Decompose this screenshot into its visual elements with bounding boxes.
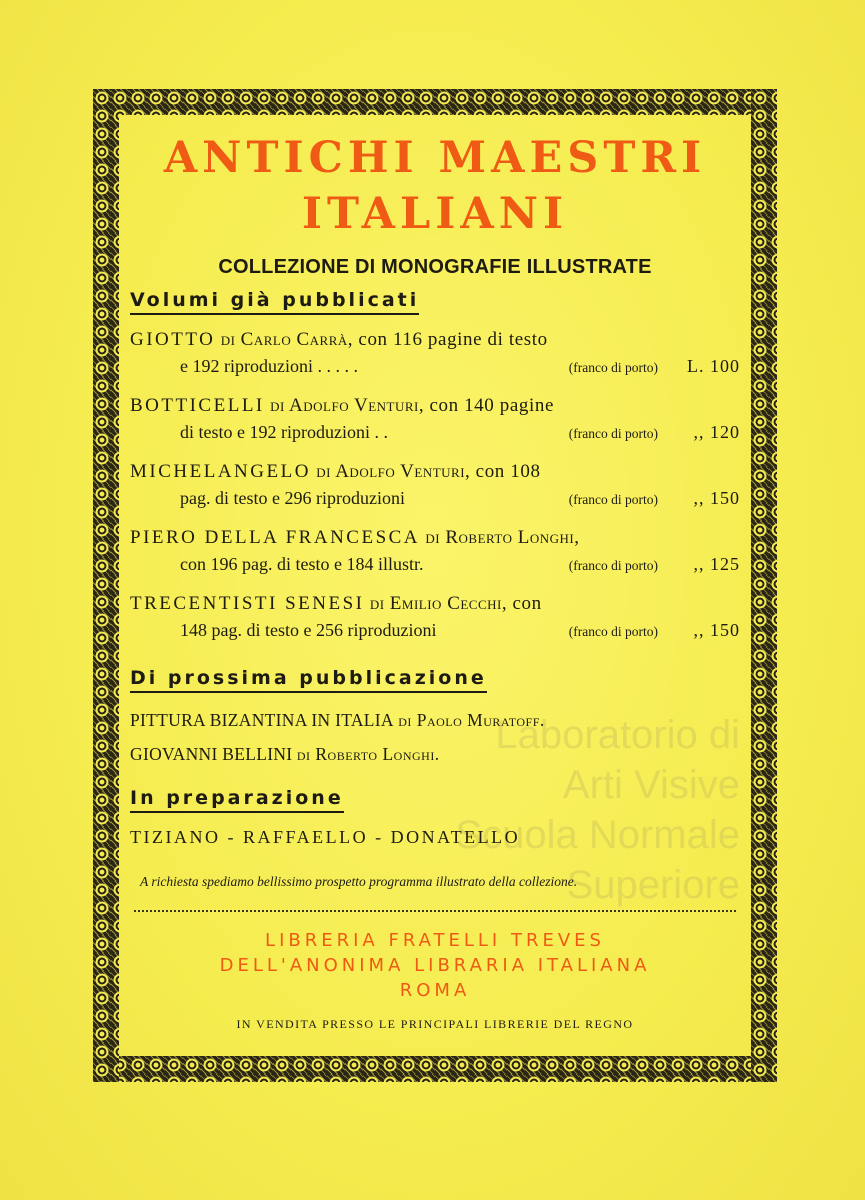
book-description: e 192 riproduzioni . . . . . (180, 356, 358, 376)
book-entry (130, 525, 740, 579)
publisher-city: ROMA (399, 980, 471, 1001)
book-description: pag. di testo e 296 riproduzioni (180, 488, 405, 508)
upcoming-author: di Roberto Longhi. (296, 744, 440, 764)
subtitle: COLLEZIONE DI MONOGRAFIE ILLUSTRATE (218, 256, 652, 278)
book-author: di Carlo Carrà, (220, 329, 354, 350)
book-description: 148 pag. di testo e 256 riproduzioni (180, 620, 437, 640)
ornamental-border-left (93, 89, 119, 1082)
shipping-note: (franco di porto) (568, 426, 658, 441)
sales-note: IN VENDITA PRESSO LE PRINCIPALI LIBRERIE DEL REGNO (236, 1017, 634, 1031)
title-line-2: ITALIANI (301, 189, 569, 239)
watermark-line-1: Laboratorio di Arti Visive (495, 713, 740, 807)
book-price: L. 100 (687, 356, 740, 376)
upcoming-heading: Di prossima pubblicazione (130, 667, 487, 693)
book-author: di Emilio Cecchi, (369, 593, 508, 614)
book-author: di Roberto Longhi, (425, 527, 580, 548)
book-details: con 108 (475, 461, 541, 482)
book-price: ,, 125 (693, 554, 740, 574)
book-price: ,, 120 (693, 422, 740, 442)
title-line-1: ANTICHI MAESTRI (163, 133, 707, 183)
upcoming-author: di Paolo Muratoff. (398, 710, 545, 730)
shipping-note: (franco di porto) (568, 558, 658, 573)
watermark-line-2: Scuola Normale Superiore (455, 813, 740, 907)
book-entry (130, 327, 740, 381)
book-subject: PIERO DELLA FRANCESCA (130, 527, 421, 548)
book-entry (130, 591, 740, 645)
book-subject: MICHELANGELO (130, 461, 311, 482)
upcoming-subject: PITTURA BIZANTINA IN ITALIA (130, 710, 394, 730)
book-description: di testo e 192 riproduzioni . . (180, 422, 388, 442)
book-subject: GIOTTO (130, 329, 216, 350)
publisher-block (130, 928, 740, 1003)
preparation-list: TIZIANO - RAFFAELLO - DONATELLO (130, 827, 521, 847)
brochure-note: A richiesta spediamo bellissimo prospetto programma illustrato della collezione. (140, 874, 578, 889)
book-description: con 196 pag. di testo e 184 illustr. (180, 554, 424, 574)
published-heading: Volumi già pubblicati (130, 289, 419, 315)
preparation-heading: In preparazione (130, 787, 344, 813)
main-title (130, 130, 740, 242)
publisher-line-1: LIBRERIA FRATELLI TREVES (265, 930, 605, 951)
book-entry (130, 393, 740, 447)
book-details: con 140 pagine (429, 395, 554, 416)
shipping-note: (franco di porto) (568, 492, 658, 507)
advertisement-content (130, 118, 740, 1032)
book-author: di Adolfo Venturi, (316, 461, 471, 482)
book-subject: BOTTICELLI (130, 395, 265, 416)
book-details: con 116 pagine di testo (358, 329, 548, 350)
ornamental-border-top (93, 89, 777, 115)
ornamental-border-right (751, 89, 777, 1082)
shipping-note: (franco di porto) (568, 360, 658, 375)
shipping-note: (franco di porto) (568, 624, 658, 639)
book-author: di Adolfo Venturi, (270, 395, 425, 416)
dotted-divider (134, 910, 736, 912)
upcoming-item (130, 741, 740, 767)
book-entry (130, 459, 740, 513)
published-list (130, 327, 740, 645)
book-price: ,, 150 (693, 620, 740, 640)
ornamental-border-bottom (93, 1056, 777, 1082)
publisher-line-2: DELL'ANONIMA LIBRARIA ITALIANA (219, 955, 651, 976)
upcoming-item (130, 707, 740, 733)
book-details: con (512, 593, 542, 614)
book-subject: TRECENTISTI SENESI (130, 593, 365, 614)
upcoming-list (130, 707, 740, 767)
upcoming-subject: GIOVANNI BELLINI (130, 744, 293, 764)
book-price: ,, 150 (693, 488, 740, 508)
